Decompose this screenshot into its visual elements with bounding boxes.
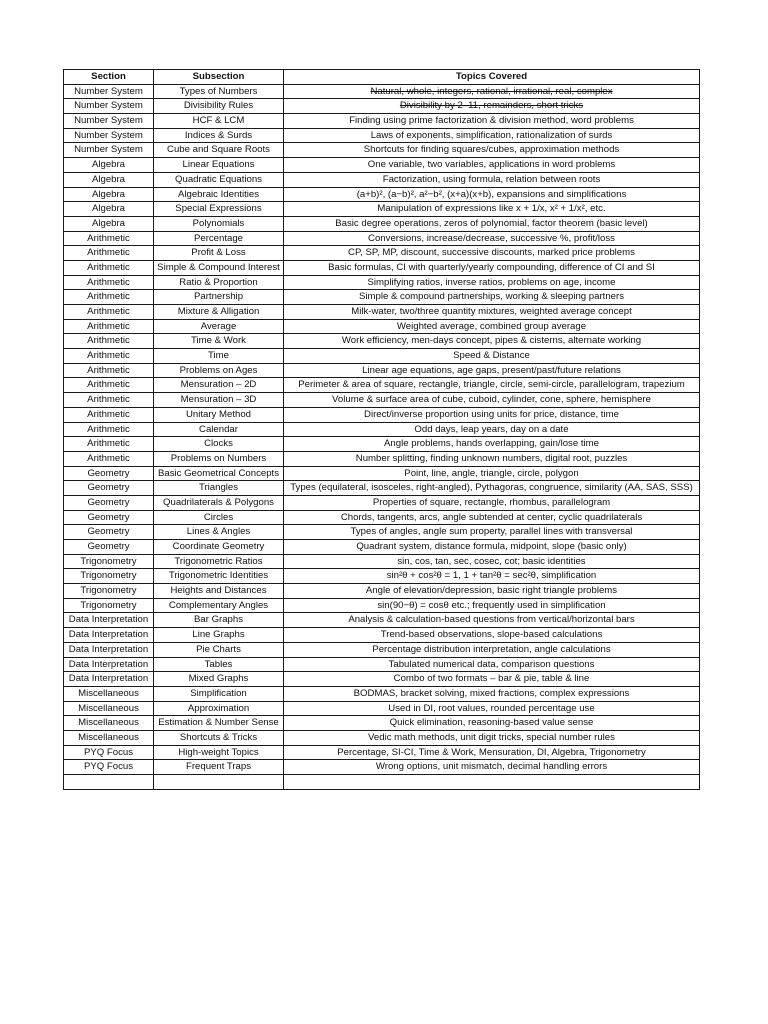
empty-cell[interactable] (154, 775, 284, 790)
section-cell[interactable]: Arithmetic (64, 393, 154, 408)
topics-cell[interactable]: Trend-based observations, slope-based calculations (284, 628, 700, 643)
topics-cell[interactable]: Shortcuts for finding squares/cubes, approximation methods (284, 143, 700, 158)
subsection-cell[interactable]: Mixed Graphs (154, 672, 284, 687)
subsection-cell[interactable]: Partnership (154, 290, 284, 305)
section-cell[interactable]: Geometry (64, 540, 154, 555)
section-cell[interactable]: Arithmetic (64, 437, 154, 452)
topics-cell[interactable]: BODMAS, bracket solving, mixed fractions, complex expressions (284, 686, 700, 701)
subsection-cell[interactable]: Quadratic Equations (154, 172, 284, 187)
section-cell[interactable]: Arithmetic (64, 246, 154, 261)
topics-cell[interactable]: Natural, whole, integers, rational, irrational, real, complex (284, 84, 700, 99)
table-row (64, 554, 700, 569)
topics-cell[interactable]: Conversions, increase/decrease, successive %, profit/loss (284, 231, 700, 246)
table-row (64, 99, 700, 114)
section-cell[interactable]: Algebra (64, 216, 154, 231)
topics-cell[interactable]: Types (equilateral, isosceles, right-angled), Pythagoras, congruence, similarity (AA, SAS, SSS) (284, 481, 700, 496)
section-cell[interactable]: PYQ Focus (64, 760, 154, 775)
section-cell[interactable]: Arithmetic (64, 290, 154, 305)
section-cell[interactable]: Algebra (64, 158, 154, 173)
table-row (64, 290, 700, 305)
topics-cell[interactable]: Perimeter & area of square, rectangle, triangle, circle, semi-circle, parallelogram, trapezium (284, 378, 700, 393)
topics-cell[interactable]: Simple & compound partnerships, working & sleeping partners (284, 290, 700, 305)
subsection-cell[interactable]: Problems on Numbers (154, 451, 284, 466)
subsection-cell[interactable]: Simplification (154, 686, 284, 701)
topics-cell[interactable]: Properties of square, rectangle, rhombus, parallelogram (284, 495, 700, 510)
table-row (64, 716, 700, 731)
subsection-cell[interactable]: Algebraic Identities (154, 187, 284, 202)
topics-cell[interactable]: Percentage, SI-CI, Time & Work, Mensuration, DI, Algebra, Trigonometry (284, 745, 700, 760)
topics-cell[interactable]: Laws of exponents, simplification, rationalization of surds (284, 128, 700, 143)
section-cell[interactable]: Geometry (64, 510, 154, 525)
table-row (64, 760, 700, 775)
section-cell[interactable]: Trigonometry (64, 598, 154, 613)
topics-cell[interactable]: Speed & Distance (284, 349, 700, 364)
topics-cell[interactable]: Basic degree operations, zeros of polynomial, factor theorem (basic level) (284, 216, 700, 231)
topics-cell[interactable]: Work efficiency, men-days concept, pipes & cisterns, alternate working (284, 334, 700, 349)
topics-cell[interactable]: Tabulated numerical data, comparison questions (284, 657, 700, 672)
table-row (64, 334, 700, 349)
subsection-cell[interactable]: High-weight Topics (154, 745, 284, 760)
table-row (64, 495, 700, 510)
subsection-cell[interactable]: Divisibility Rules (154, 99, 284, 114)
section-cell[interactable]: Data Interpretation (64, 642, 154, 657)
table-row (64, 451, 700, 466)
section-cell[interactable]: Trigonometry (64, 569, 154, 584)
section-cell[interactable]: Geometry (64, 466, 154, 481)
subsection-cell[interactable]: Mixture & Alligation (154, 305, 284, 320)
topics-cell[interactable]: sin(90−θ) = cosθ etc.; frequently used in simplification (284, 598, 700, 613)
topics-cell[interactable]: CP, SP, MP, discount, successive discounts, marked price problems (284, 246, 700, 261)
topics-cell[interactable]: Chords, tangents, arcs, angle subtended at center, cyclic quadrilaterals (284, 510, 700, 525)
section-cell[interactable]: PYQ Focus (64, 745, 154, 760)
section-cell[interactable]: Miscellaneous (64, 686, 154, 701)
subsection-cell[interactable]: Complementary Angles (154, 598, 284, 613)
subsection-cell[interactable]: Types of Numbers (154, 84, 284, 99)
topics-cell[interactable]: Factorization, using formula, relation between roots (284, 172, 700, 187)
column-header-subsection[interactable]: Subsection (154, 70, 284, 85)
spreadsheet-page (63, 69, 699, 790)
section-cell[interactable]: Arithmetic (64, 349, 154, 364)
section-cell[interactable]: Number System (64, 128, 154, 143)
subsection-cell[interactable]: Trigonometric Ratios (154, 554, 284, 569)
table-row (64, 216, 700, 231)
topics-cell[interactable]: Weighted average, combined group average (284, 319, 700, 334)
topics-cell[interactable]: Angle of elevation/depression, basic right triangle problems (284, 584, 700, 599)
subsection-cell[interactable]: Ratio & Proportion (154, 275, 284, 290)
section-cell[interactable]: Number System (64, 84, 154, 99)
table-row (64, 128, 700, 143)
empty-cell[interactable] (64, 775, 154, 790)
table-row (64, 510, 700, 525)
syllabus-table (63, 69, 700, 790)
topics-cell[interactable]: Direct/inverse proportion using units for price, distance, time (284, 407, 700, 422)
section-cell[interactable]: Arithmetic (64, 305, 154, 320)
topics-cell[interactable]: Finding using prime factorization & division method, word problems (284, 114, 700, 129)
table-row (64, 143, 700, 158)
subsection-cell[interactable]: Tables (154, 657, 284, 672)
subsection-cell[interactable]: HCF & LCM (154, 114, 284, 129)
topics-cell[interactable]: Milk-water, two/three quantity mixtures, weighted average concept (284, 305, 700, 320)
header-row (64, 70, 700, 85)
table-row (64, 158, 700, 173)
section-cell[interactable]: Miscellaneous (64, 716, 154, 731)
section-cell[interactable]: Geometry (64, 495, 154, 510)
table-row (64, 730, 700, 745)
subsection-cell[interactable]: Percentage (154, 231, 284, 246)
table-row (64, 686, 700, 701)
table-row (64, 642, 700, 657)
topics-cell[interactable]: Types of angles, angle sum property, parallel lines with transversal (284, 525, 700, 540)
subsection-cell[interactable]: Quadrilaterals & Polygons (154, 495, 284, 510)
section-cell[interactable]: Trigonometry (64, 554, 154, 569)
table-row (64, 349, 700, 364)
section-cell[interactable]: Geometry (64, 525, 154, 540)
subsection-cell[interactable]: Simple & Compound Interest (154, 260, 284, 275)
topics-cell[interactable]: Linear age equations, age gaps, present/past/future relations (284, 363, 700, 378)
subsection-cell[interactable]: Mensuration – 3D (154, 393, 284, 408)
topics-cell[interactable]: Combo of two formats – bar & pie, table & line (284, 672, 700, 687)
topics-cell[interactable]: One variable, two variables, applications in word problems (284, 158, 700, 173)
section-cell[interactable]: Arithmetic (64, 231, 154, 246)
section-cell[interactable]: Arithmetic (64, 422, 154, 437)
table-row (64, 657, 700, 672)
section-cell[interactable]: Miscellaneous (64, 730, 154, 745)
subsection-cell[interactable]: Linear Equations (154, 158, 284, 173)
subsection-cell[interactable]: Basic Geometrical Concepts (154, 466, 284, 481)
topics-cell[interactable]: Quadrant system, distance formula, midpoint, slope (basic only) (284, 540, 700, 555)
subsection-cell[interactable]: Triangles (154, 481, 284, 496)
table-row (64, 584, 700, 599)
subsection-cell[interactable]: Time & Work (154, 334, 284, 349)
topics-cell[interactable]: Number splitting, finding unknown numbers, digital root, puzzles (284, 451, 700, 466)
topics-cell[interactable]: Divisibility by 2–11, remainders, short tricks (284, 99, 700, 114)
topics-cell[interactable]: Percentage distribution interpretation, angle calculations (284, 642, 700, 657)
topics-cell[interactable]: Wrong options, unit mismatch, decimal handling errors (284, 760, 700, 775)
subsection-cell[interactable]: Unitary Method (154, 407, 284, 422)
section-cell[interactable]: Data Interpretation (64, 613, 154, 628)
table-row (64, 84, 700, 99)
table-row (64, 275, 700, 290)
section-cell[interactable]: Number System (64, 114, 154, 129)
topics-cell[interactable]: Quick elimination, reasoning-based value sense (284, 716, 700, 731)
section-cell[interactable]: Arithmetic (64, 363, 154, 378)
topics-cell[interactable]: sin²θ + cos²θ = 1, 1 + tan²θ = sec²θ, simplification (284, 569, 700, 584)
table-row (64, 305, 700, 320)
subsection-cell[interactable]: Heights and Distances (154, 584, 284, 599)
section-cell[interactable]: Algebra (64, 202, 154, 217)
section-cell[interactable]: Arithmetic (64, 451, 154, 466)
section-cell[interactable]: Trigonometry (64, 584, 154, 599)
topics-cell[interactable]: Odd days, leap years, day on a date (284, 422, 700, 437)
subsection-cell[interactable]: Shortcuts & Tricks (154, 730, 284, 745)
table-row (64, 393, 700, 408)
subsection-cell[interactable]: Trigonometric Identities (154, 569, 284, 584)
section-cell[interactable]: Number System (64, 99, 154, 114)
section-cell[interactable]: Miscellaneous (64, 701, 154, 716)
subsection-cell[interactable]: Average (154, 319, 284, 334)
table-row (64, 246, 700, 261)
section-cell[interactable]: Arithmetic (64, 260, 154, 275)
section-cell[interactable]: Arithmetic (64, 407, 154, 422)
table-row (64, 540, 700, 555)
empty-cell[interactable] (284, 775, 700, 790)
subsection-cell[interactable]: Special Expressions (154, 202, 284, 217)
section-cell[interactable]: Arithmetic (64, 275, 154, 290)
subsection-cell[interactable]: Indices & Surds (154, 128, 284, 143)
section-cell[interactable]: Arithmetic (64, 319, 154, 334)
table-row (64, 231, 700, 246)
table-row (64, 114, 700, 129)
topics-cell[interactable]: Point, line, angle, triangle, circle, polygon (284, 466, 700, 481)
table-row (64, 363, 700, 378)
column-header-topics[interactable]: Topics Covered (284, 70, 700, 85)
section-cell[interactable]: Algebra (64, 172, 154, 187)
subsection-cell[interactable]: Bar Graphs (154, 613, 284, 628)
subsection-cell[interactable]: Problems on Ages (154, 363, 284, 378)
subsection-cell[interactable]: Mensuration – 2D (154, 378, 284, 393)
table-row (64, 407, 700, 422)
subsection-cell[interactable]: Circles (154, 510, 284, 525)
section-cell[interactable]: Data Interpretation (64, 628, 154, 643)
subsection-cell[interactable]: Approximation (154, 701, 284, 716)
subsection-cell[interactable]: Time (154, 349, 284, 364)
table-row (64, 187, 700, 202)
subsection-cell[interactable]: Cube and Square Roots (154, 143, 284, 158)
subsection-cell[interactable]: Coordinate Geometry (154, 540, 284, 555)
subsection-cell[interactable]: Clocks (154, 437, 284, 452)
topics-cell[interactable]: Vedic math methods, unit digit tricks, special number rules (284, 730, 700, 745)
subsection-cell[interactable]: Polynomials (154, 216, 284, 231)
section-cell[interactable]: Data Interpretation (64, 657, 154, 672)
subsection-cell[interactable]: Frequent Traps (154, 760, 284, 775)
topics-cell[interactable]: Basic formulas, CI with quarterly/yearly compounding, difference of CI and SI (284, 260, 700, 275)
table-row (64, 319, 700, 334)
section-cell[interactable]: Arithmetic (64, 378, 154, 393)
table-row (64, 481, 700, 496)
section-cell[interactable]: Algebra (64, 187, 154, 202)
table-row (64, 628, 700, 643)
subsection-cell[interactable]: Pie Charts (154, 642, 284, 657)
table-row (64, 202, 700, 217)
table-row (64, 466, 700, 481)
subsection-cell[interactable]: Estimation & Number Sense (154, 716, 284, 731)
topics-cell[interactable]: (a+b)², (a−b)², a²−b², (x+a)(x+b), expansions and simplifications (284, 187, 700, 202)
table-row (64, 701, 700, 716)
topics-cell[interactable]: Used in DI, root values, rounded percentage use (284, 701, 700, 716)
topics-cell[interactable]: Analysis & calculation-based questions from vertical/horizontal bars (284, 613, 700, 628)
table-row (64, 172, 700, 187)
topics-cell[interactable]: Angle problems, hands overlapping, gain/lose time (284, 437, 700, 452)
subsection-cell[interactable]: Line Graphs (154, 628, 284, 643)
section-cell[interactable]: Data Interpretation (64, 672, 154, 687)
subsection-cell[interactable]: Lines & Angles (154, 525, 284, 540)
table-row (64, 598, 700, 613)
table-row (64, 437, 700, 452)
topics-cell[interactable]: Volume & surface area of cube, cuboid, cylinder, cone, sphere, hemisphere (284, 393, 700, 408)
section-cell[interactable]: Number System (64, 143, 154, 158)
section-cell[interactable]: Arithmetic (64, 334, 154, 349)
table-row (64, 745, 700, 760)
table-row (64, 613, 700, 628)
table-row (64, 378, 700, 393)
subsection-cell[interactable]: Calendar (154, 422, 284, 437)
section-cell[interactable]: Geometry (64, 481, 154, 496)
topics-cell[interactable]: Manipulation of expressions like x + 1/x, x² + 1/x², etc. (284, 202, 700, 217)
empty-row (64, 775, 700, 790)
table-body (64, 84, 700, 789)
table-row (64, 422, 700, 437)
topics-cell[interactable]: Simplifying ratios, inverse ratios, problems on age, income (284, 275, 700, 290)
table-row (64, 525, 700, 540)
column-header-section[interactable]: Section (64, 70, 154, 85)
table-row (64, 260, 700, 275)
subsection-cell[interactable]: Profit & Loss (154, 246, 284, 261)
topics-cell[interactable]: sin, cos, tan, sec, cosec, cot; basic identities (284, 554, 700, 569)
table-row (64, 569, 700, 584)
table-row (64, 672, 700, 687)
